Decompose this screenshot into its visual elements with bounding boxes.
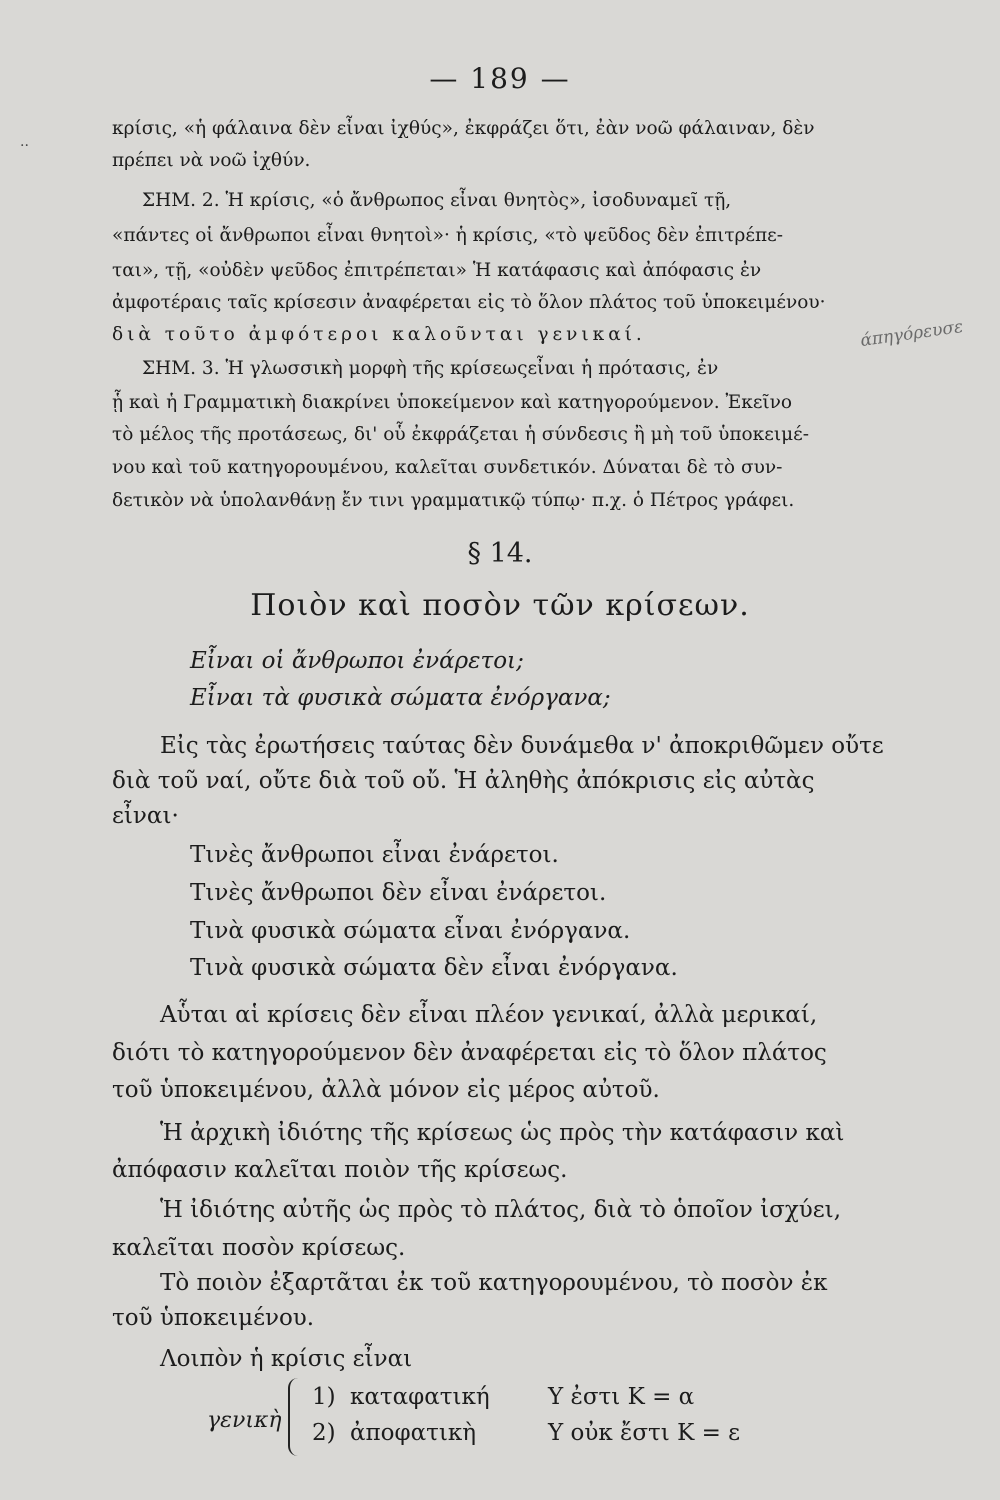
example-num: 1) xyxy=(312,1384,336,1410)
page-number: — 189 — xyxy=(429,62,571,95)
note-line: τὸ μέλος τῆς προτάσεως, δι' οὗ ἐκφράζεται ἡ σύνδεσις ἢ μὴ τοῦ ὑποκειμέ- xyxy=(112,424,809,445)
text-line: πρέπει νὰ νοῶ ἰχθύν. xyxy=(112,150,311,171)
text-line: τοῦ ὑποκειμένου. xyxy=(112,1305,315,1331)
note-line: ται», τῇ, «οὐδὲν ψεῦδος ἐπιτρέπεται» Ἡ κατάφασις καὶ ἀπόφασις ἐν xyxy=(112,260,762,281)
example-formula: Υ ἐστι Κ = α xyxy=(548,1384,695,1410)
text-line: διὰ τοῦ ναί, οὔτε διὰ τοῦ οὔ. Ἡ ἀληθὴς ἀπόκρισις εἰς αὐτὰς xyxy=(112,768,815,794)
section-title: Ποιὸν καὶ ποσὸν τῶν κρίσεων. xyxy=(250,588,750,623)
text-line: διότι τὸ κατηγορούμενον δὲν ἀναφέρεται εἰς τὸ ὅλον πλάτος xyxy=(112,1040,827,1066)
example-num: 2) xyxy=(312,1420,336,1446)
text-line: καλεῖται ποσὸν κρίσεως. xyxy=(112,1235,406,1261)
note-line: ΣΗΜ. 2. Ἡ κρίσις, «ὁ ἄνθρωπος εἶναι θνητὸς», ἰσοδυναμεῖ τῇ, xyxy=(142,190,732,211)
text-line: Αὗται αἱ κρίσεις δὲν εἶναι πλέον γενικαί, ἀλλὰ μερικαί, xyxy=(160,1002,818,1028)
note-line: «πάντες οἱ ἄνθρωποι εἶναι θνητοὶ»· ἡ κρίσις, «τὸ ψεῦδος δὲν ἐπιτρέπε- xyxy=(112,225,784,246)
text-line: Τὸ ποιὸν ἐξαρτᾶται ἐκ τοῦ κατηγορουμένου, τὸ ποσὸν ἐκ xyxy=(160,1270,828,1296)
example-label: γενικὴ xyxy=(207,1408,282,1433)
question-line: Εἶναι οἱ ἄνθρωποι ἐνάρετοι; xyxy=(190,648,524,674)
example-name: ἀποφατικὴ xyxy=(350,1420,477,1446)
answer-line: Τινὲς ἄνθρωποι δὲν εἶναι ἐνάρετοι. xyxy=(190,880,607,906)
example-name: καταφατική xyxy=(350,1384,490,1410)
note-line: ΣΗΜ. 3. Ἡ γλωσσικὴ μορφὴ τῆς κρίσεωςεἶναι ἡ πρότασις, ἐν xyxy=(142,358,719,379)
text-line: κρίσις, «ἡ φάλαινα δὲν εἶναι ἰχθύς», ἐκφράζει ὅτι, ἐὰν νοῶ φάλαιναν, δὲν xyxy=(112,118,815,139)
text-line: Ἡ ἰδιότης αὐτῆς ὡς πρὸς τὸ πλάτος, διὰ τὸ ὁποῖον ἰσχύει, xyxy=(160,1197,842,1223)
note-line: ᾗ καὶ ἡ Γραμματικὴ διακρίνει ὑποκείμενον καὶ κατηγορούμενον. Ἐκεῖνο xyxy=(112,392,793,413)
text-line: Λοιπὸν ἡ κρίσις εἶναι xyxy=(160,1346,413,1372)
text-line: Εἰς τὰς ἐρωτήσεις ταύτας δὲν δυνάμεθα ν' ἀποκριθῶμεν οὔτε xyxy=(160,733,884,759)
note-line: διὰ τοῦτο ἀμφότεροι καλοῦνται γενικαί. xyxy=(112,324,646,345)
answer-line: Τινὰ φυσικὰ σώματα εἶναι ἐνόργανα. xyxy=(190,918,631,944)
answer-line: Τινὰ φυσικὰ σώματα δὲν εἶναι ἐνόργανα. xyxy=(190,955,678,981)
answer-line: Τινὲς ἄνθρωποι εἶναι ἐνάρετοι. xyxy=(190,842,559,868)
text-line: εἶναι· xyxy=(112,803,179,829)
handwritten-margin-note: άπηγόρευσε xyxy=(859,316,965,352)
section-number: § 14. xyxy=(467,538,533,569)
example-formula: Υ οὐκ ἔστι Κ = ε xyxy=(548,1420,741,1446)
margin-mark: .. xyxy=(20,134,29,150)
question-line: Εἶναι τὰ φυσικὰ σώματα ἐνόργανα; xyxy=(190,685,611,711)
note-line: δετικὸν νὰ ὑπολανθάνῃ ἔν τινι γραμματικῷ τύπῳ· π.χ. ὁ Πέτρος γράφει. xyxy=(112,490,795,511)
note-line: νου καὶ τοῦ κατηγορουμένου, καλεῖται συνδετικόν. Δύναται δὲ τὸ συν- xyxy=(112,457,783,478)
note-line: ἀμφοτέραις ταῖς κρίσεσιν ἀναφέρεται εἰς τὸ ὅλον πλάτος τοῦ ὑποκειμένου· xyxy=(112,292,826,313)
curly-brace xyxy=(288,1378,304,1456)
text-line: ἀπόφασιν καλεῖται ποιὸν τῆς κρίσεως. xyxy=(112,1157,568,1183)
text-line: τοῦ ὑποκειμένου, ἀλλὰ μόνον εἰς μέρος αὐτοῦ. xyxy=(112,1077,660,1103)
text-line: Ἡ ἀρχικὴ ἰδιότης τῆς κρίσεως ὡς πρὸς τὴν κατάφασιν καὶ xyxy=(160,1120,845,1146)
